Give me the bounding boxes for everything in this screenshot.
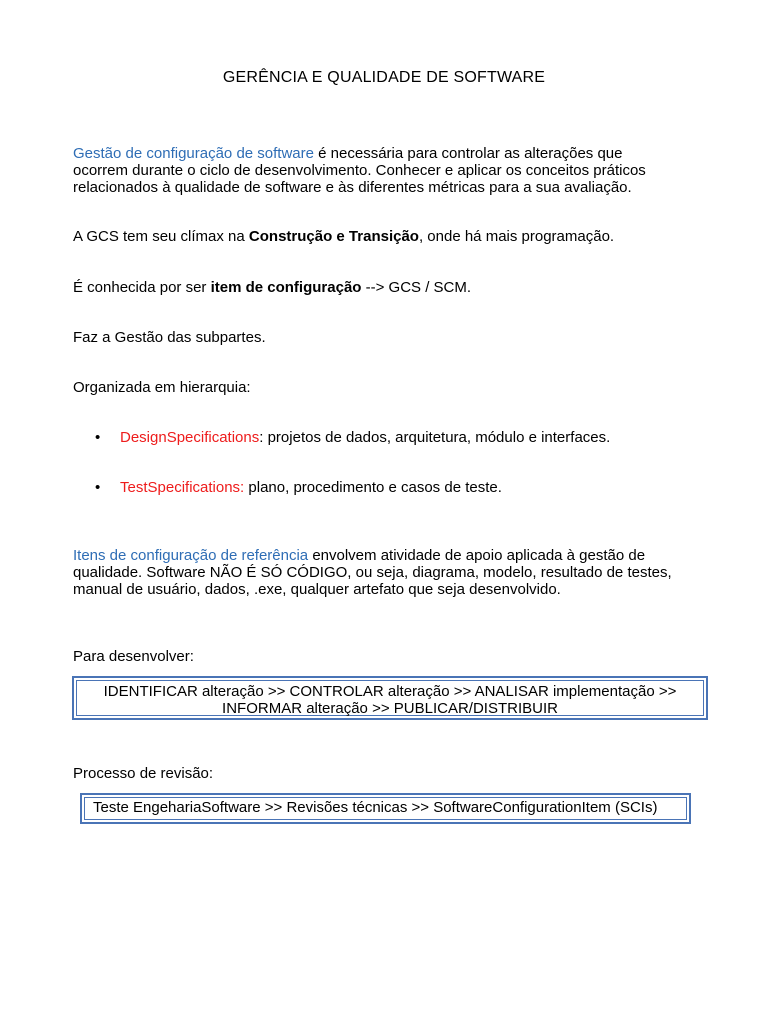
list-item-text: plano, procedimento e casos de teste. — [244, 479, 502, 496]
paragraph-text: qualidade. Software NÃO É SÓ CÓDIGO, ou seja, diagrama, modelo, resultado de testes, — [73, 564, 672, 581]
bullet-icon: • — [95, 479, 101, 496]
process-box-develop — [72, 676, 708, 720]
process-box-review — [80, 793, 691, 824]
paragraph-gcs-climax — [73, 228, 703, 245]
paragraph-text: É conhecida por ser — [73, 279, 211, 296]
process-box-inner — [76, 680, 704, 716]
paragraph-text: , onde há mais programação. — [418, 228, 615, 245]
paragraph-text: relacionados à qualidade de software e às diferentes métricas para a sua avaliação. — [73, 179, 632, 196]
link-itens-configuracao: Itens de configuração de referência — [73, 547, 309, 564]
paragraph-text: é necessária para controlar as alterações que — [313, 145, 623, 162]
paragraph-itens-referencia — [73, 547, 703, 598]
process-line: IDENTIFICAR alteração >> CONTROLAR alteração >> ANALISAR implementação >> — [103, 683, 677, 700]
bold-text: Construção e Transição — [248, 228, 419, 245]
process-line: Teste EngehariaSoftware >> Revisões técnicas >> SoftwareConfigurationItem (SCIs) — [93, 799, 658, 816]
paragraph-gcs-intro — [73, 145, 703, 196]
paragraph-hierarquia: Organizada em hierarquia: — [73, 379, 251, 396]
red-term: DesignSpecifications — [120, 429, 260, 446]
list-item-text: : projetos de dados, arquitetura, módulo e interfaces. — [259, 429, 611, 446]
list-item — [120, 429, 720, 446]
paragraph-text: envolvem atividade de apoio aplicada à gestão de — [308, 547, 646, 564]
red-term: TestSpecifications: — [120, 479, 245, 496]
paragraph-subpartes: Faz a Gestão das subpartes. — [73, 329, 266, 346]
paragraph-text: ocorrem durante o ciclo de desenvolvimento. Conhecer e aplicar os conceitos práticos — [73, 162, 646, 179]
page-title: GERÊNCIA E QUALIDADE DE SOFTWARE — [222, 69, 546, 86]
paragraph-text: --> GCS / SCM. — [361, 279, 472, 296]
paragraph-para-desenvolver: Para desenvolver: — [73, 648, 194, 665]
link-gestao-configuracao: Gestão de configuração de software — [73, 145, 314, 162]
paragraph-processo-revisao: Processo de revisão: — [73, 765, 214, 782]
process-line: INFORMAR alteração >> PUBLICAR/DISTRIBUIR — [222, 700, 558, 717]
bullet-icon: • — [95, 429, 101, 446]
bold-text: item de configuração — [210, 279, 362, 296]
paragraph-item-configuracao — [73, 279, 703, 296]
paragraph-text: manual de usuário, dados, .exe, qualquer artefato que seja desenvolvido. — [73, 581, 561, 598]
paragraph-text: A GCS tem seu clímax na — [73, 228, 249, 245]
process-box-inner — [84, 797, 687, 820]
list-item — [120, 479, 720, 496]
